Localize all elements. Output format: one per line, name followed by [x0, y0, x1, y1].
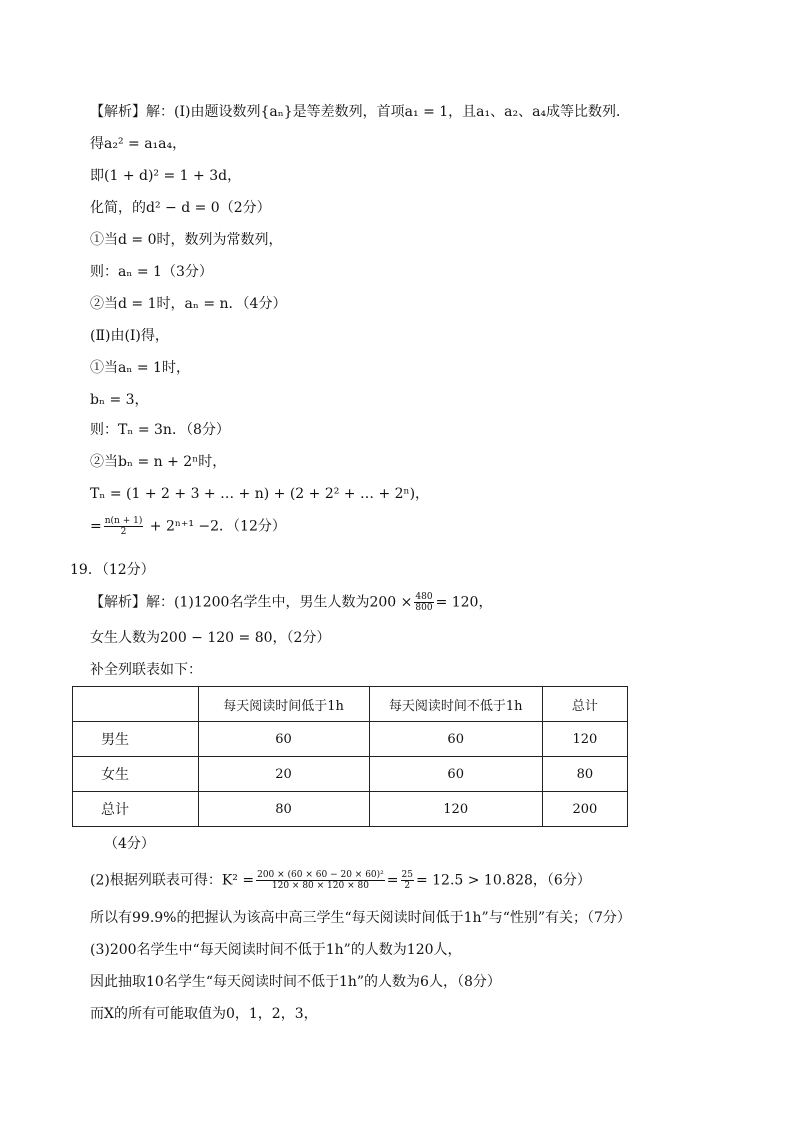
fraction-numerator: 480 [415, 592, 433, 602]
fraction [256, 870, 385, 891]
fraction-denominator: 800 [415, 603, 433, 613]
solution-line-1: 【解析】解：(Ⅰ)由题设数列{aₙ}是等差数列，首项a₁ = 1，且a₁、a₂、a₄成等比数列． [90, 104, 631, 120]
fraction [401, 870, 414, 891]
table-cell: 120 [542, 722, 627, 757]
solution-line-7: ②当d = 1时，aₙ = n．（4分） [90, 296, 287, 312]
solution-line-9: ①当aₙ = 1时， [90, 360, 190, 376]
solution19-line-4 [90, 870, 591, 891]
solution19-line-5: 所以有99.9%的把握认为该高中高三学生“每天阅读时间低于1h”与“性别”有关；（7分） [90, 910, 631, 926]
solution19-line-8: 而X的所有可能取值为0，1，2，3， [90, 1006, 318, 1022]
table-header-cell [73, 687, 199, 722]
solution19-line-7: 因此抽取10名学生“每天阅读时间不低于1h”的人数为6人，（8分） [90, 974, 501, 990]
solution-line-8: (Ⅱ)由(Ⅰ)得， [90, 328, 169, 344]
table-cell: 女生 [73, 757, 199, 792]
text-segment: = 12.5 > 10.828，（6分） [415, 872, 591, 889]
expression-rest: + 2ⁿ⁺¹ −2．（12分） [149, 518, 286, 535]
fraction-denominator: 2 [404, 881, 411, 891]
table-cell: 120 [369, 792, 542, 827]
table-cell: 60 [198, 722, 369, 757]
table-cell: 总计 [73, 792, 199, 827]
text-segment: (2)根据列联表可得：K² = [90, 872, 255, 889]
solution-line-10: bₙ = 3， [90, 392, 149, 408]
solution-line-4: 化简，的d² − d = 0（2分） [90, 200, 271, 216]
solution-line-13: Tₙ = (1 + 2 + 3 + … + n) + (2 + 2² + … + 2ⁿ)， [90, 486, 430, 502]
table-row [73, 757, 628, 792]
table-cell: 80 [198, 792, 369, 827]
score-note: （4分） [104, 836, 155, 852]
question-header: 19．（12分） [70, 562, 155, 578]
table-cell: 60 [369, 722, 542, 757]
fraction-denominator: 2 [120, 527, 127, 537]
table-row [73, 792, 628, 827]
table-cell: 80 [542, 757, 627, 792]
table-header-cell: 每天阅读时间不低于1h [369, 687, 542, 722]
solution-line-5: ①当d = 0时，数列为常数列， [90, 232, 283, 248]
contingency-table [72, 686, 628, 827]
solution19-line-1 [90, 592, 492, 613]
solution19-line-6: (3)200名学生中“每天阅读时间不低于1h”的人数为120人， [90, 942, 462, 958]
equals-sign: = [90, 518, 102, 535]
fraction-numerator: 25 [401, 870, 413, 880]
table-header-row [73, 687, 628, 722]
solution-line-6: 则：aₙ = 1（3分） [90, 264, 213, 280]
fraction [104, 516, 144, 537]
text-segment: = 120， [435, 594, 493, 611]
solution19-line-2: 女生人数为200 − 120 = 80，（2分） [90, 630, 331, 646]
solution19-line-3: 补全列联表如下： [90, 662, 202, 678]
solution-line-12: ②当bₙ = n + 2ⁿ时， [90, 454, 227, 470]
solution-line-3: 即(1 + d)² = 1 + 3d， [90, 168, 242, 184]
text-segment: = [386, 872, 399, 889]
solution-line-14 [90, 516, 286, 537]
table-row [73, 722, 628, 757]
fraction [414, 592, 433, 613]
fraction-numerator: 200 × (60 × 60 − 20 × 60)² [257, 870, 384, 880]
table-cell: 200 [542, 792, 627, 827]
text-segment: 【解析】解：(1)1200名学生中，男生人数为200 × [90, 594, 413, 611]
solution-line-2: 得a₂² = a₁a₄， [90, 136, 187, 152]
solution-line-11: 则：Tₙ = 3n．（8分） [90, 422, 230, 438]
table-cell: 20 [198, 757, 369, 792]
table-cell: 60 [369, 757, 542, 792]
fraction-numerator: n(n + 1) [104, 516, 143, 526]
fraction-denominator: 120 × 80 × 120 × 80 [271, 881, 369, 891]
table-header-cell: 每天阅读时间低于1h [198, 687, 369, 722]
table-cell: 男生 [73, 722, 199, 757]
table-header-cell: 总计 [542, 687, 627, 722]
